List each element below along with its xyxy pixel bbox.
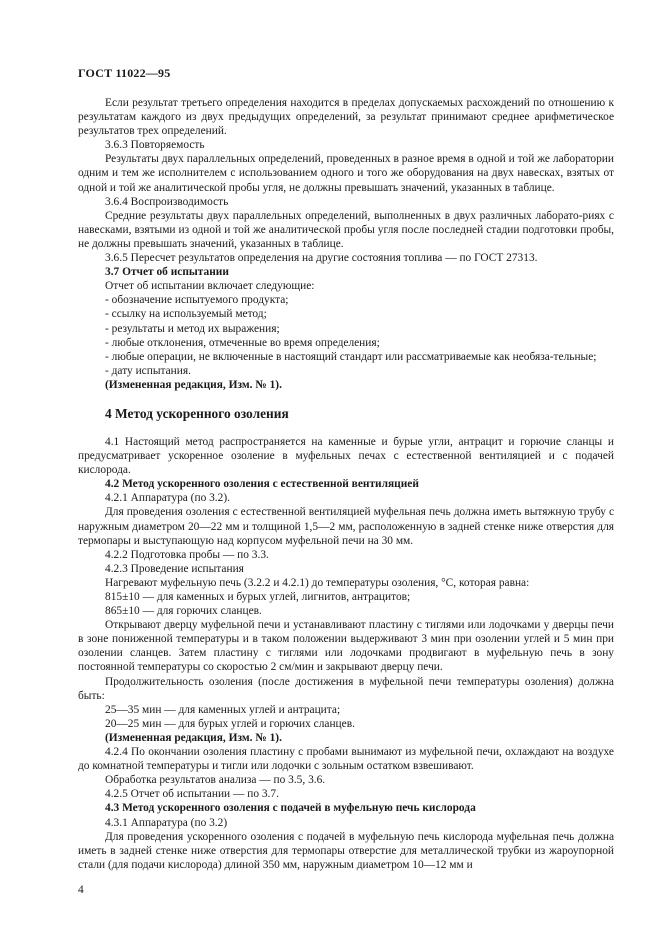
paragraph: Продолжительность озоления (после достижения в муфельной печи температуры озоления) должна быть:: [78, 675, 614, 702]
paragraph: Отчет об испытании включает следующие:: [105, 280, 315, 293]
paragraph: Результаты двух параллельных определений, проведенных в разное время в одной и той же лаборатории одним и тем же исполнителем с использованием одного и того же оборудования на двух навесках, взятых от одной и той же аналитической пробы угля, не должны превышать значений, указанных в таблице.: [78, 153, 614, 194]
paragraph: Для проведения озоления с естественной вентиляцией муфельная печь должна иметь вытяжную трубу с наружным диаметром 20—22 мм и толщиной 1,5—2 мм, расположенную в задней стенке ниже отверстия для термопары и выступающую над корпусом муфельной печи на 30 мм.: [78, 506, 614, 547]
paragraph: Средние результаты двух параллельных определений, выполненных в двух различных лаборато-риях с навесками, взятыми из одной и той же аналитической пробы угля после последней стадии подготовки пробы, не должны превышать значений, указанных в таблице.: [78, 209, 614, 250]
paragraph: Нагревают муфельную печь (3.2.2 и 4.2.1) до температуры озоления, °С, которая равна:: [105, 576, 530, 589]
paragraph: Для проведения ускоренного озоления с подачей в муфельную печь кислорода муфельная печь должна иметь в задней стенке ниже отверстия для термопары отверстие для металлической трубки из жароупорной стали (для подачи кислорода) длиной 350 мм, наружным диаметром 10—12 мм и: [78, 830, 614, 871]
clause-heading: 4.2.5 Отчет об испытании — по 3.7.: [105, 788, 279, 801]
paragraph: 3.6.5 Пересчет результатов определения на другие состояния топлива — по ГОСТ 27313.: [105, 252, 538, 265]
clause-heading: 4.3.1 Аппаратура (по 3.2): [105, 816, 228, 829]
paragraph: 4.1 Настоящий метод распространяется на каменные и бурые угли, антрацит и горючие сланцы и предусматривает ускоренное озоление в муфельных печах с естественной вентиляцией и с подачей кислорода.: [78, 435, 614, 477]
chapter-title: 4 Метод ускоренного озоления: [105, 405, 289, 421]
document-header: ГОСТ 11022—95: [78, 66, 171, 80]
list-item: - любые отклонения, отмеченные во время определения;: [105, 336, 380, 349]
list-item: 815±10 — для каменных и бурых углей, лигнитов, антрацитов;: [105, 591, 411, 603]
clause-heading: 4.2.3 Проведение испытания: [105, 562, 244, 575]
document-body: [78, 96, 614, 872]
list-item: - любые операции, не включенные в настоящий стандарт или рассматриваемые как необяза-тельные;: [105, 350, 597, 363]
clause-heading: 4.2.2 Подготовка пробы — по 3.3.: [105, 548, 269, 561]
paragraph: Открывают дверцу муфельной печи и устанавливают пластину с тиглями или лодочками у дверцы печи в зоне пониженной температуры и в таком положении выдерживают 3 мин при озолении углей и 5 мин при озолении сланцев. Затем пластину с тиглями или лодочками продвигают в муфельную печь в зону постоянной температуры со скоростью 2 см/мин и закрывают дверцу печи.: [78, 619, 614, 674]
list-item: 25—35 мин — для каменных углей и антрацита;: [105, 703, 341, 716]
paragraph: 4.2.4 По окончании озоления пластину с пробами вынимают из муфельной печи, охлаждают на воздухе до комнатной температуры и тигли или лодочки с зольным остатком взвешивают.: [78, 746, 614, 773]
list-item: 865±10 — для горючих сланцев.: [105, 605, 262, 618]
section-heading: 4.3 Метод ускоренного озоления с подачей в муфельную печь кислорода: [105, 802, 476, 815]
paragraph: Если результат третьего определения находится в пределах допускаемых расхождений по отношению к результатам каждого из двух предыдущих определений, за результат принимают среднее арифметическое результатов трех определений.: [78, 97, 614, 138]
clause-heading: 4.2.1 Аппаратура (по 3.2).: [105, 492, 230, 505]
page-number: 4: [78, 884, 84, 896]
clause-heading: 3.6.3 Повторяемость: [105, 139, 205, 152]
list-item: 20—25 мин — для бурых углей и горючих сланцев.: [105, 717, 355, 730]
list-item: - результаты и метод их выражения;: [105, 322, 280, 335]
section-heading: 3.7 Отчет об испытании: [105, 266, 229, 279]
list-item: - обозначение испытуемого продукта;: [105, 294, 289, 307]
clause-heading: 3.6.4 Воспроизводимость: [105, 195, 229, 208]
section-heading: 4.2 Метод ускоренного озоления с естественной вентиляцией: [105, 478, 419, 491]
amendment-note: (Измененная редакция, Изм. № 1).: [105, 378, 282, 391]
list-item: - ссылку на используемый метод;: [105, 308, 267, 321]
list-item: - дату испытания.: [105, 364, 191, 377]
amendment-note: (Измененная редакция, Изм. № 1).: [105, 731, 282, 744]
paragraph: Обработка результатов анализа — по 3.5, 3.6.: [105, 774, 326, 787]
